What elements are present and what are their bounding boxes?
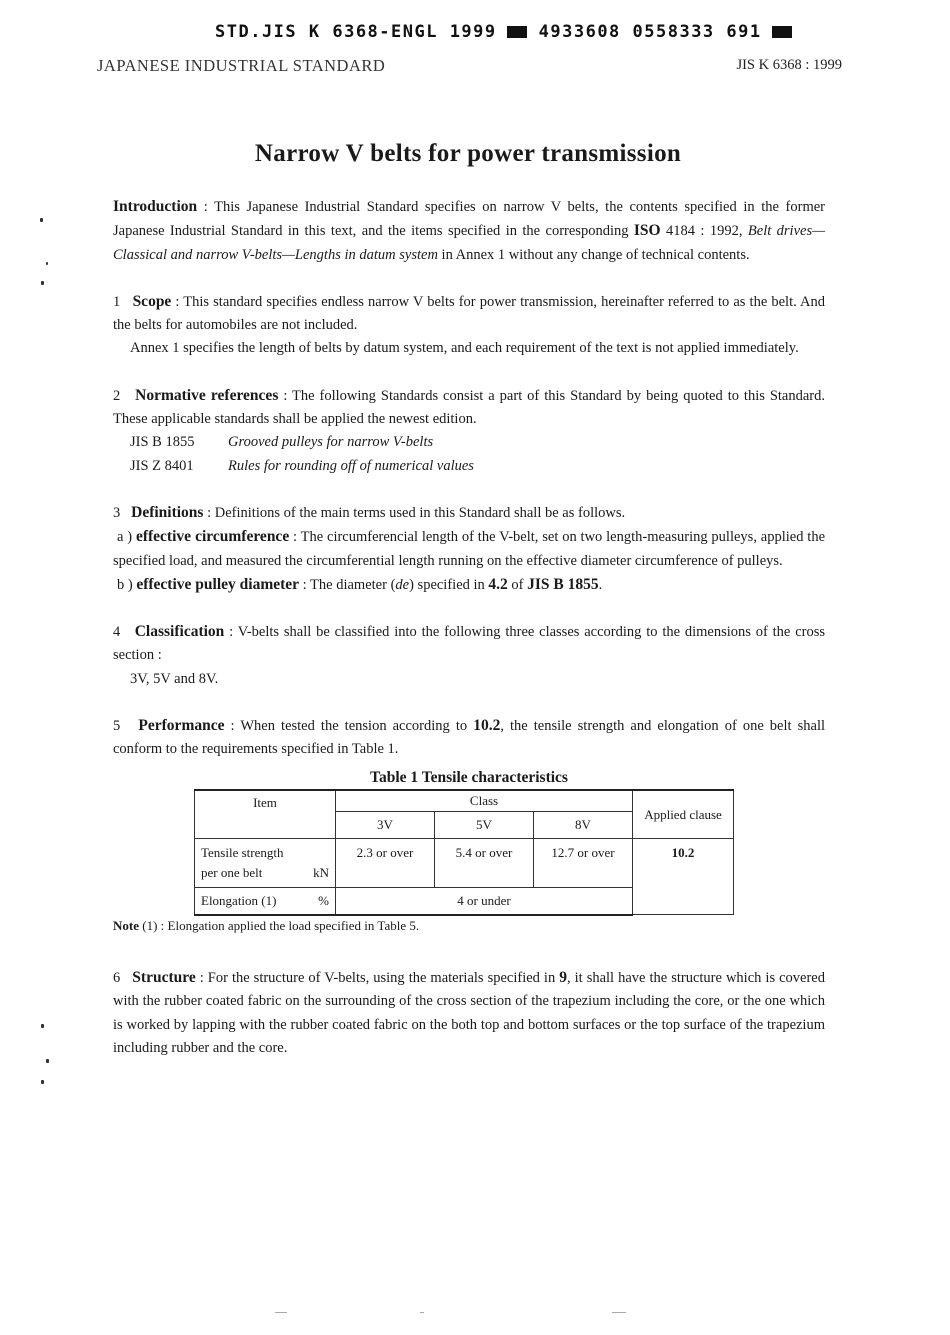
term-effective-circumference: effective circumference — [135, 528, 290, 546]
introduction-heading: Introduction — [113, 198, 198, 215]
tensile-value-5v: 5.4 or over — [435, 838, 534, 887]
applied-clause-value: 10.2 — [633, 838, 734, 915]
section-structure: 6 Structure : For the structure of V-belts, using the materials specified in 9, it shall have the structure which is covered with the rubber coated fabric on the surrounding of the cross section of the trapezium including the core, or the one which is worked by lapping with the rubber coated fabric on the both top and bottom surfaces or the top surface of the trapezium including rubber and the core. — [113, 968, 825, 1056]
scan-dot — [41, 281, 44, 285]
reference-item: JIS B 1855 Grooved pulleys for narrow V-belts — [130, 434, 434, 451]
scan-dot — [46, 262, 48, 265]
header-class: Class — [336, 790, 633, 812]
class-list: 3V, 5V and 8V. — [130, 670, 219, 687]
footer-mark — [420, 1312, 424, 1313]
reference-item: JIS Z 8401 Rules for rounding off of numerical values — [130, 457, 474, 474]
table-note: Note (1) : Elongation applied the load specified in Table 5. — [113, 917, 420, 933]
stamp-codes: 4933608 0558333 691 — [538, 22, 762, 42]
scope-heading: Scope — [132, 292, 172, 310]
section-performance: 5 Performance : When tested the tension according to 10.2, the tensile strength and elongation of one belt shall conform to the requirements specified in Table 1. — [113, 717, 825, 758]
tensile-characteristics-table — [194, 789, 734, 916]
header-class-3v: 3V — [336, 811, 435, 838]
section-definitions: 3 Definitions : Definitions of the main terms used in this Standard shall be as follows. a ) effective circumference : The circumferencial length of the V-belt, set on two length-measuring pulleys, applied the specified load, and measured the circumferential length running on the effective diameter circumference of pulleys. b ) effective pulley diameter : The diameter (de) specified in 4.2 of JIS B 1855. — [113, 503, 826, 593]
scan-dot — [41, 1024, 44, 1028]
section-classification: 4 Classification : V-belts shall be classified into the following three classes according to the dimensions of the cross section : 3V, 5V and 8V. — [113, 623, 825, 687]
term-effective-pulley-diameter: effective pulley diameter — [136, 575, 300, 593]
tensile-value-3v: 2.3 or over — [336, 838, 435, 887]
scan-dot — [40, 218, 43, 222]
elongation-value: 4 or under — [336, 887, 633, 915]
footer-mark — [612, 1312, 626, 1313]
standard-type: JAPANESE INDUSTRIAL STANDARD — [97, 56, 386, 75]
header-class-5v: 5V — [435, 811, 534, 838]
stamp-text: STD.JIS K 6368-ENGL 1999 — [215, 22, 497, 42]
header-class-8v: 8V — [534, 811, 633, 838]
tensile-value-8v: 12.7 or over — [534, 838, 633, 887]
row-elongation-label: Elongation (1) % — [195, 887, 336, 915]
stamp-block-icon — [772, 26, 792, 38]
scan-dot — [46, 1059, 49, 1063]
header-applied-clause: Applied clause — [633, 790, 734, 839]
document-body — [113, 195, 825, 1083]
stamp-block-icon — [507, 26, 527, 38]
classification-heading: Classification — [134, 623, 225, 641]
section-scope: 1 Scope : This standard specifies endless narrow V belts for power transmission, hereinafter referred to as the belt. And the belts for automobiles are not included. Annex 1 specifies the length of belts by datum system, and each requirement of the text is not applied immediately. — [113, 292, 825, 357]
normative-references-heading: Normative references — [135, 386, 279, 404]
performance-heading: Performance — [138, 717, 225, 735]
definitions-heading: Definitions — [131, 503, 204, 521]
scan-dot — [41, 1080, 44, 1084]
document-stamp — [215, 22, 792, 42]
row-tensile-strength-label: Tensile strength per one belt kN — [195, 838, 336, 887]
section-normative-references: 2 Normative references : The following Standards consist a part of this Standard by being quoted to this Standard. These applicable standards shall be applied the newest edition. JIS B 1855 Grooved pulleys for narrow V-belts JIS Z 8401 Rules for rounding off of numerical values — [113, 384, 825, 478]
introduction: Introduction : This Japanese Industrial Standard specifies on narrow V belts, the contents specified in the former Japanese Industrial Standard in this text, and the items specified in the corresponding ISO 4184 : 1992, Belt drives—Classical and narrow V-belts—Lengths in datum system in Annex 1 without any change of technical contents. — [113, 198, 825, 263]
page-title: Narrow V belts for power transmission — [254, 140, 682, 167]
table-caption: Table 1 Tensile characteristics — [370, 768, 568, 786]
header-item: Item — [195, 790, 336, 839]
footer-mark — [275, 1312, 287, 1313]
structure-heading: Structure — [132, 968, 196, 986]
standard-number: JIS K 6368 : 1999 — [736, 57, 842, 73]
